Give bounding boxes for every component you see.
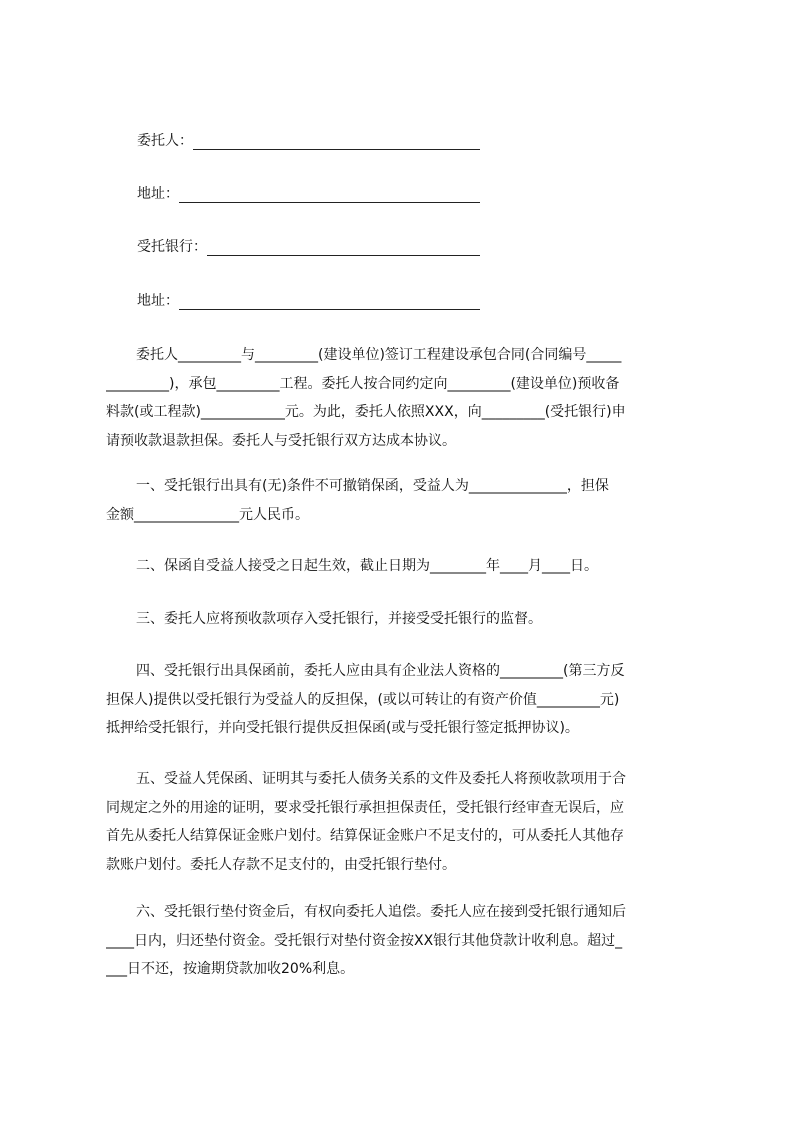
paragraph-line: 委托人_________与_________(建设单位)签订工程建设承包合同(合同编号_____	[136, 347, 622, 363]
paragraph-line: 一、受托银行出具有(无)条件不可撤销保函，受益人为______________，担保	[136, 478, 609, 494]
trustee-address-blank	[179, 296, 480, 310]
paragraph-line: 三、委托人应将预收款项存入受托银行，并接受受托银行的监督。	[136, 611, 542, 627]
paragraph-line: _________)，承包_________工程。委托人按合同约定向_________(建设单位)预收备	[106, 375, 620, 392]
paragraph-line: 四、受托银行出具保函前，委托人应由具有企业法人资格的_________(第三方反	[136, 663, 625, 679]
paragraph-line: 款账户划付。委托人存款不足支付的，由受托银行垫付。	[106, 856, 456, 873]
principal-address-blank	[179, 189, 480, 203]
paragraph-line: 六、受托银行垫付资金后，有权向委托人追偿。委托人应在接到受托银行通知后	[136, 904, 626, 920]
clause-5	[106, 765, 700, 879]
principal-address-field	[137, 185, 480, 203]
paragraph-line: 同规定之外的用途的证明，要求受托银行承担担保责任，受托银行经审查无误后，应	[106, 799, 624, 816]
trustee-bank-field	[137, 238, 480, 256]
clause-1	[106, 472, 700, 529]
clause-4	[106, 657, 700, 743]
trustee-address-label: 地址：	[137, 293, 179, 309]
principal-address-label: 地址：	[137, 186, 179, 202]
principal-label: 委托人：	[137, 133, 193, 149]
paragraph-line: 请预收款退款担保。委托人与受托银行双方达成本协议。	[106, 432, 456, 449]
clause-3	[106, 605, 700, 634]
paragraph-line: 金额_______________元人民币。	[106, 506, 309, 523]
principal-blank	[193, 136, 480, 150]
paragraph-line: 五、受益人凭保函、证明其与委托人债务关系的文件及委托人将预收款项用于合	[136, 771, 626, 787]
paragraph-line: 二、保函自受益人接受之日起生效，截止日期为________年____月____日。	[136, 558, 598, 574]
intro-paragraph	[106, 341, 700, 455]
clause-2	[106, 552, 700, 581]
paragraph-line: ____日内，归还垫付资金。受托银行对垫付资金按XX银行其他贷款计收利息。超过_	[106, 932, 623, 949]
trustee-address-field	[137, 292, 480, 310]
trustee-bank-blank	[207, 242, 480, 256]
paragraph-line: 首先从委托人结算保证金账户划付。结算保证金账户不足支付的，可从委托人其他存	[106, 828, 624, 844]
principal-field	[137, 132, 480, 150]
paragraph-line: ___日不还，按逾期贷款加收20%利息。	[106, 961, 355, 977]
trustee-bank-label: 受托银行：	[137, 239, 207, 255]
paragraph-line: 抵押给受托银行，并向受托银行提供反担保函(或与受托银行签定抵押协议)。	[106, 720, 579, 736]
paragraph-line: 担保人)提供以受托银行为受益人的反担保，(或以可转让的有资产价值_________元)	[106, 691, 620, 708]
clause-6	[106, 898, 700, 984]
paragraph-line: 料款(或工程款)____________元。为此，委托人依照XXX，向_________(受托银行)申	[106, 404, 626, 420]
